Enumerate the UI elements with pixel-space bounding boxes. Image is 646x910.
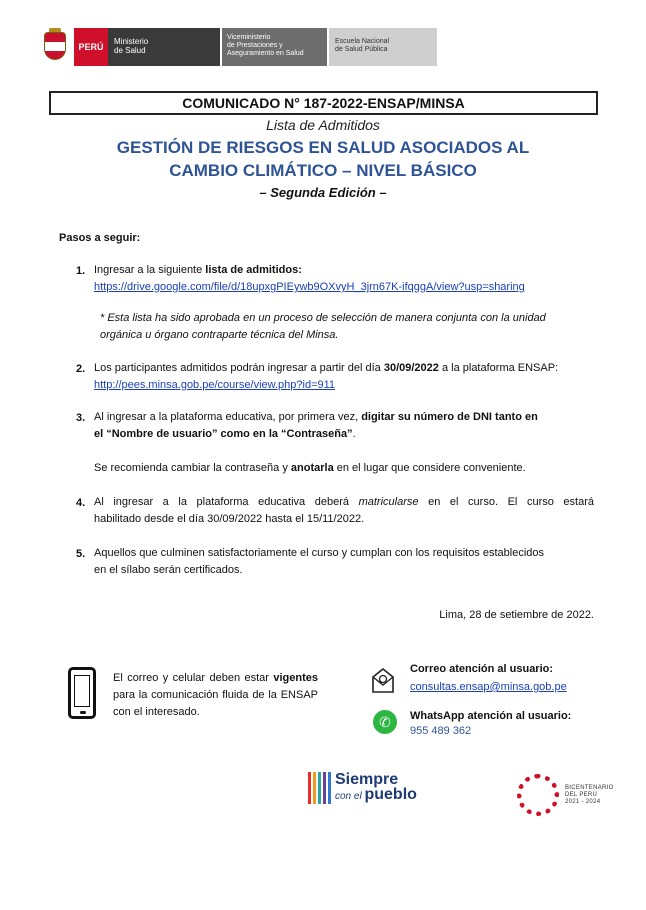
comunicado-title: COMUNICADO N° 187-2022-ENSAP/MINSA — [49, 91, 598, 115]
peru-coat-of-arms-icon — [40, 28, 70, 66]
steps-label: Pasos a seguir: — [59, 232, 141, 244]
course-title: GESTIÓN DE RIESGOS EN SALUD ASOCIADOS AL CAMBIO CLIMÁTICO – NIVEL BÁSICO — [116, 138, 530, 180]
bicentenario-logo: BICENTENARIO DEL PERÚ 2021 - 2024 — [517, 774, 614, 816]
step-2-number: 2. — [76, 363, 86, 375]
step-3-recommendation: Se recomienda cambiar la contraseña y anotarla en el lugar que considere conveniente. — [94, 462, 526, 474]
siempre-con-el-pueblo-logo: Siempre con el pueblo — [308, 772, 417, 804]
admitidos-list-link[interactable]: https://drive.google.com/file/d/18upxgPIEywb9OXvyH_3jrn67K-ifqggA/view?usp=sharing — [94, 281, 525, 293]
step-1: Ingresar a la siguiente lista de admitidos: https://drive.google.com/file/d/18upxgPIEywb9OXvyH_3jrn67K-ifqggA/view?usp=sharing — [94, 264, 525, 293]
step-4-number: 4. — [76, 497, 86, 509]
step-5-number: 5. — [76, 548, 86, 560]
ministerio-logo: Ministerio de Salud — [108, 28, 220, 66]
header-logos — [40, 28, 437, 66]
contact-note: El correo y celular deben estar vigentes para la comunicación fluida de la ENSAP con el interesado. — [113, 672, 318, 718]
step-2: Los participantes admitidos podrán ingresar a partir del día 30/09/2022 a la plataforma ENSAP: http://pees.minsa.gob.pe/course/view.php?id=911 — [94, 362, 559, 391]
whatsapp-heading: WhatsApp atención al usuario: — [410, 710, 572, 722]
platform-link[interactable]: http://pees.minsa.gob.pe/course/view.php?id=911 — [94, 379, 336, 391]
envelope-at-icon — [370, 666, 396, 694]
step-3: Al ingresar a la plataforma educativa, por primera vez, digitar su número de DNI tanto en el “Nombre de usuario” como en la “Contraseña”. — [94, 411, 538, 440]
step-4: Al ingresar a la plataforma educativa deberá matricularse en el curso. El curso estará habilitado desde el día 30/09/2022 hasta el 15/11/2022. — [94, 496, 594, 525]
viceministerio-logo: Viceministerio de Prestaciones y Aseguramiento en Salud — [222, 28, 327, 66]
support-email-link[interactable]: consultas.ensap@minsa.gob.pe — [410, 681, 567, 693]
escuela-logo: Escuela Nacional de Salud Pública — [329, 28, 437, 66]
document-date: Lima, 28 de setiembre de 2022. — [439, 609, 594, 621]
mail-heading: Correo atención al usuario: — [410, 663, 554, 675]
peru-logo: PERÚ — [74, 28, 108, 66]
step-1-note: * Esta lista ha sido aprobada en un proceso de selección de manera conjunta con la unidad orgánica u órgano contraparte técnica del Minsa. — [100, 312, 546, 341]
subtitle: Lista de Admitidos — [266, 117, 380, 133]
mobile-phone-icon — [68, 667, 96, 719]
step-1-number: 1. — [76, 265, 86, 277]
edition-label: – Segunda Edición – — [259, 185, 387, 200]
whatsapp-number: 955 489 362 — [410, 725, 472, 737]
whatsapp-icon: ✆ — [373, 710, 397, 734]
step-5: Aquellos que culminen satisfactoriamente el curso y cumplan con los requisitos establecidos en el sílabo serán certificados. — [94, 547, 545, 576]
step-3-number: 3. — [76, 412, 86, 424]
